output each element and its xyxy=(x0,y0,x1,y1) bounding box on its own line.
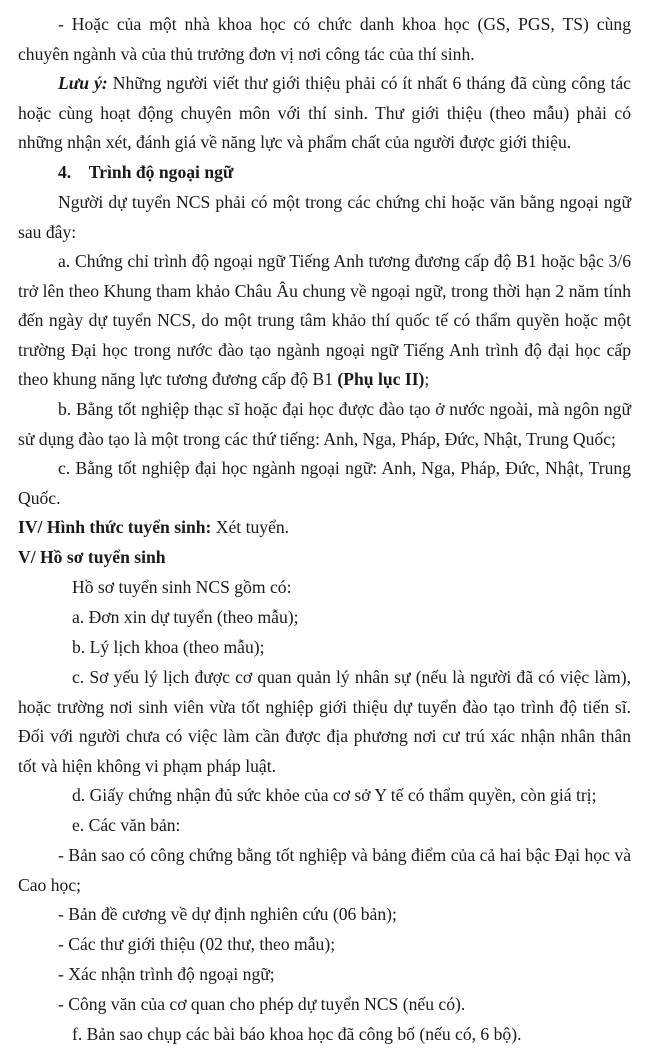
list-item-documents: e. Các văn bản: xyxy=(72,815,181,835)
list-item-application-form: a. Đơn xin dự tuyển (theo mẫu); xyxy=(72,607,299,627)
appendix-reference: (Phụ lục II) xyxy=(337,369,425,389)
list-item-research-proposal: - Bản đề cương về dự định nghiên cứu (06 bản); xyxy=(58,904,397,924)
paragraph-dossier-intro: Hồ sơ tuyển sinh NCS gồm có: xyxy=(72,577,292,597)
section-heading-foreign-language: 4. Trình độ ngoại ngữ xyxy=(58,162,234,182)
list-item-notarized-diplomas: - Bản sao có công chứng bằng tốt nghiệp và bảng điểm của cả hai bậc Đại học và Cao học; xyxy=(18,845,631,895)
list-item-language-confirmation: - Xác nhận trình độ ngoại ngữ; xyxy=(58,964,275,984)
paragraph-item-b-degree-abroad: b. Bằng tốt nghiệp thạc sĩ hoặc đại học được đào tạo ở nước ngoài, mà ngôn ngữ sử dụng đào tạo là một trong các thứ tiếng: Anh, Nga, Pháp, Đức, Nhật, Trung Quốc; xyxy=(18,399,631,449)
list-item-agency-permission: - Công văn của cơ quan cho phép dự tuyển NCS (nếu có). xyxy=(58,994,466,1014)
paragraph-item-c-resume: c. Sơ yếu lý lịch được cơ quan quản lý nhân sự (nếu là người đã có việc làm), hoặc trường nơi sinh viên vừa tốt nghiệp giới thiệu dự tuyển đào tạo trình độ tiến sĩ. Đối với người chưa có việc làm cần được địa phương nơi cư trú xác nhận nhân thân tốt và hiện không vi phạm pháp luật. xyxy=(18,667,631,776)
section-heading-application-dossier: V/ Hồ sơ tuyển sinh xyxy=(18,547,166,567)
list-item-scientific-cv: b. Lý lịch khoa (theo mẫu); xyxy=(72,637,265,657)
section-heading-admission-form: IV/ Hình thức tuyển sinh: Xét tuyển. xyxy=(18,517,290,537)
list-item-recommendation-letters: - Các thư giới thiệu (02 thư, theo mẫu); xyxy=(58,934,336,954)
paragraph-note: Lưu ý: Những người viết thư giới thiệu phải có ít nhất 6 tháng đã cùng công tác hoặc cùng hoạt động chuyên môn với thí sinh. Thư giới thiệu (theo mẫu) phải có những nhận xét, đánh giá về năng lực và phẩm chất của người được giới thiệu. xyxy=(18,73,631,152)
list-item-published-papers: f. Bản sao chụp các bài báo khoa học đã công bố (nếu có, 6 bộ). xyxy=(72,1024,522,1044)
paragraph-item-c-language-degree: c. Bằng tốt nghiệp đại học ngành ngoại ngữ: Anh, Nga, Pháp, Đức, Nhật, Trung Quốc. xyxy=(18,458,631,508)
note-label: Lưu ý: xyxy=(58,73,108,93)
paragraph-language-requirement: Người dự tuyển NCS phải có một trong các chứng chỉ hoặc văn bằng ngoại ngữ sau đây: xyxy=(18,192,631,242)
paragraph-item-a-certificate: a. Chứng chỉ trình độ ngoại ngữ Tiếng Anh tương đương cấp độ B1 hoặc bậc 3/6 trở lên theo Khung tham khảo Châu Âu chung về ngoại ngữ, trong thời hạn 2 năm tính đến ngày dự tuyển NCS, do một trung tâm khảo thí quốc tế có thẩm quyền hoặc một trường Đại học trong nước đào tạo ngành ngoại ngữ Tiếng Anh trình độ đại học cấp theo khung năng lực tương đương cấp độ B1 (Phụ lục II); xyxy=(18,251,631,389)
paragraph-recommender-scientist: - Hoặc của một nhà khoa học có chức danh khoa học (GS, PGS, TS) cùng chuyên ngành và của thủ trưởng đơn vị nơi công tác của thí sinh. xyxy=(18,14,631,64)
list-item-health-certificate: d. Giấy chứng nhận đủ sức khỏe của cơ sở Y tế có thẩm quyền, còn giá trị; xyxy=(72,785,597,805)
